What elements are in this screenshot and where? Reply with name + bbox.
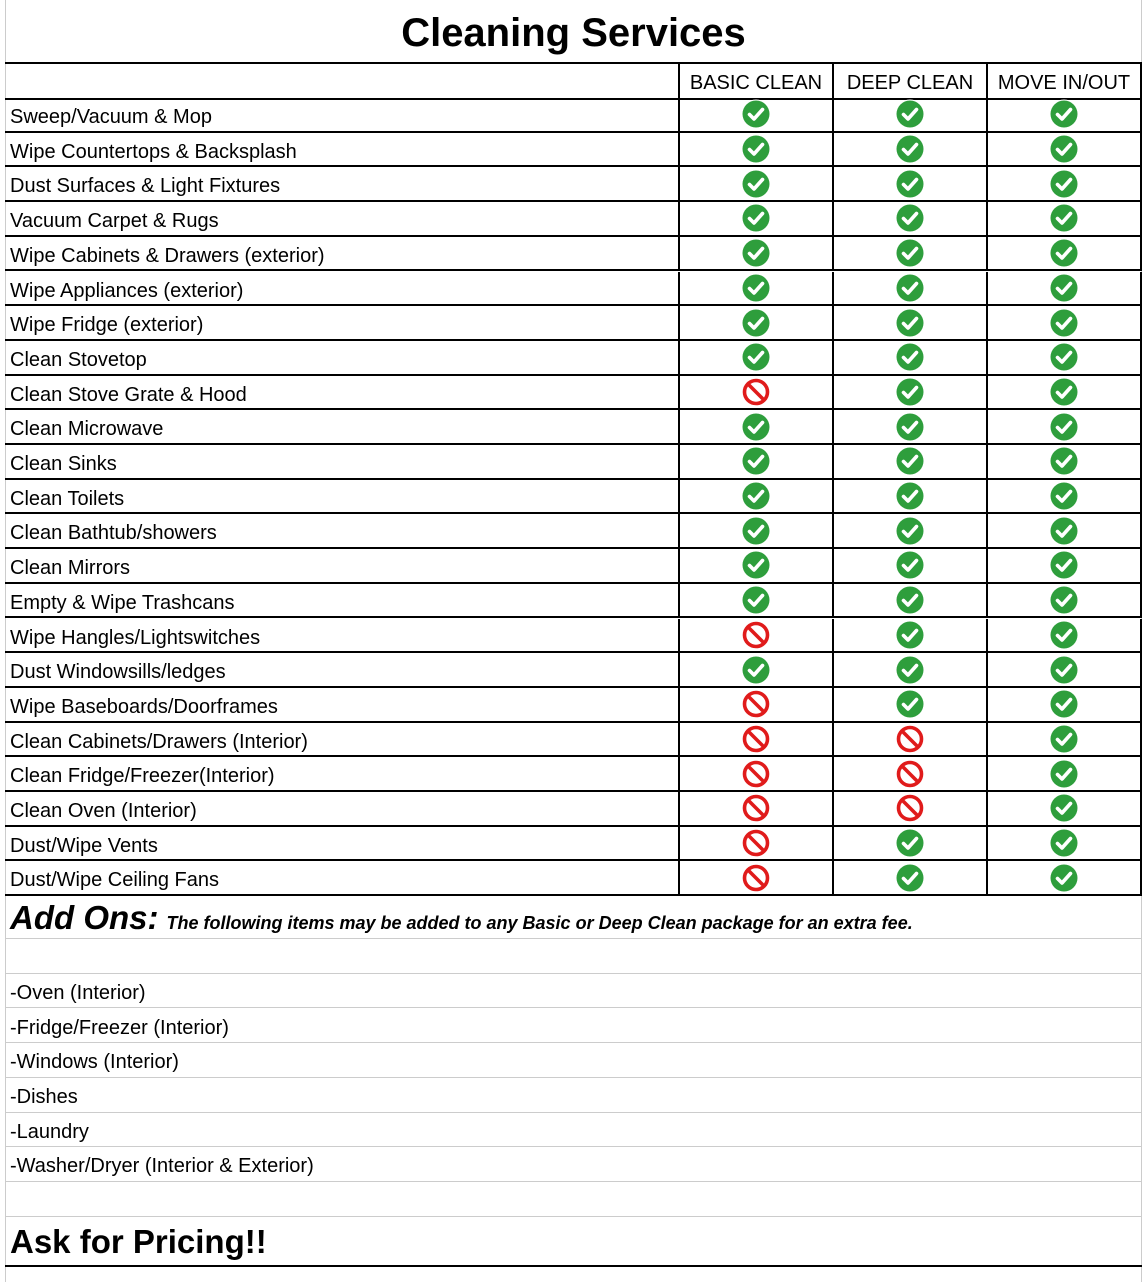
move-cell [986,98,1142,131]
check-circle-icon [1049,689,1079,719]
move-cell [986,341,1142,374]
basic-cell [678,827,832,860]
basic-cell [678,98,832,131]
move-cell [986,827,1142,860]
deep-cell [832,653,986,686]
basic-cell [678,653,832,686]
addon-item: -Dishes [10,1085,78,1108]
service-row [5,549,1142,584]
service-label: Empty & Wipe Trashcans [10,591,235,614]
move-cell [986,688,1142,721]
service-row [5,480,1142,515]
move-cell [986,376,1142,409]
check-circle-icon [1049,203,1079,233]
column-header-deep: DEEP CLEAN [832,64,986,98]
move-cell [986,584,1142,617]
check-circle-icon [1049,238,1079,268]
prohibited-icon [741,377,771,407]
check-circle-icon [741,273,771,303]
check-circle-icon [895,481,925,511]
check-circle-icon [895,863,925,893]
move-cell [986,723,1142,756]
service-label: Clean Toilets [10,487,125,510]
check-circle-icon [895,446,925,476]
service-row [5,861,1142,896]
check-circle-icon [895,342,925,372]
check-circle-icon [1049,585,1079,615]
check-circle-icon [895,689,925,719]
addons-note: The following items may be added to any Basic or Deep Clean package for an extra fee. [166,913,913,934]
deep-cell [832,688,986,721]
basic-cell [678,445,832,478]
basic-cell [678,341,832,374]
service-label: Dust/Wipe Vents [10,834,158,857]
check-circle-icon [895,134,925,164]
check-circle-icon [1049,134,1079,164]
check-circle-icon [741,169,771,199]
move-cell [986,167,1142,200]
basic-cell [678,688,832,721]
deep-cell [832,827,986,860]
check-circle-icon [741,99,771,129]
check-circle-icon [895,203,925,233]
basic-cell [678,584,832,617]
check-circle-icon [741,550,771,580]
check-circle-icon [1049,273,1079,303]
check-circle-icon [741,516,771,546]
move-cell [986,549,1142,582]
check-circle-icon [741,134,771,164]
check-circle-icon [895,273,925,303]
check-circle-icon [741,308,771,338]
service-label: Clean Mirrors [10,557,131,580]
service-row [5,133,1142,168]
column-header-row [5,62,1142,100]
service-label: Clean Microwave [10,418,164,441]
blank-row [5,939,1142,974]
service-row [5,792,1142,827]
move-cell [986,445,1142,478]
service-row [5,272,1142,307]
deep-cell [832,549,986,582]
basic-cell [678,376,832,409]
check-circle-icon [741,238,771,268]
check-circle-icon [1049,724,1079,754]
check-circle-icon [1049,863,1079,893]
addon-item-row [5,974,1142,1009]
basic-cell [678,480,832,513]
addons-header [10,896,913,945]
basic-cell [678,272,832,305]
deep-cell [832,619,986,652]
service-row [5,827,1142,862]
prohibited-icon [895,759,925,789]
addon-item-row [5,1009,1142,1044]
service-label: Wipe Hangles/Lightswitches [10,626,261,649]
check-circle-icon [741,203,771,233]
basic-cell [678,410,832,443]
service-label: Wipe Cabinets & Drawers (exterior) [10,244,325,267]
addon-item-row [5,1147,1142,1182]
blank-row [5,1182,1142,1217]
deep-cell [832,410,986,443]
service-label: Clean Stove Grate & Hood [10,383,247,406]
deep-cell [832,584,986,617]
basic-cell [678,514,832,547]
check-circle-icon [1049,516,1079,546]
service-row [5,757,1142,792]
addon-item: -Windows (Interior) [10,1051,179,1074]
prohibited-icon [741,863,771,893]
page-title: Cleaning Services [401,11,746,55]
check-circle-icon [895,550,925,580]
service-label: Wipe Appliances (exterior) [10,279,244,302]
service-row [5,341,1142,376]
check-circle-icon [1049,620,1079,650]
move-cell [986,619,1142,652]
service-row [5,514,1142,549]
basic-cell [678,792,832,825]
prohibited-icon [741,689,771,719]
check-circle-icon [895,655,925,685]
service-row [5,98,1142,133]
deep-cell [832,272,986,305]
move-cell [986,653,1142,686]
pricing-callout: Ask for Pricing!! [10,1222,267,1260]
check-circle-icon [895,620,925,650]
service-row [5,445,1142,480]
deep-cell [832,133,986,166]
prohibited-icon [741,828,771,858]
service-row [5,723,1142,758]
service-label: Clean Stovetop [10,348,147,371]
column-header-basic: BASIC CLEAN [678,64,832,98]
check-circle-icon [741,412,771,442]
service-label: Clean Sinks [10,453,117,475]
basic-cell [678,133,832,166]
check-circle-icon [895,412,925,442]
deep-cell [832,792,986,825]
check-circle-icon [895,585,925,615]
move-cell [986,237,1142,270]
service-label: Vacuum Carpet & Rugs [10,210,219,233]
deep-cell [832,202,986,235]
check-circle-icon [1049,655,1079,685]
check-circle-icon [741,446,771,476]
service-label: Clean Cabinets/Drawers (Interior) [10,730,308,753]
move-cell [986,757,1142,790]
move-cell [986,133,1142,166]
service-label: Clean Bathtub/showers [10,522,217,545]
deep-cell [832,98,986,131]
check-circle-icon [1049,412,1079,442]
check-circle-icon [1049,481,1079,511]
addon-item-row [5,1113,1142,1148]
service-label: Sweep/Vacuum & Mop [10,106,212,128]
check-circle-icon [1049,377,1079,407]
service-label: Clean Oven (Interior) [10,800,197,822]
check-circle-icon [1049,759,1079,789]
check-circle-icon [1049,342,1079,372]
prohibited-icon [895,724,925,754]
basic-cell [678,861,832,894]
deep-cell [832,376,986,409]
prohibited-icon [741,793,771,823]
check-circle-icon [741,585,771,615]
service-label: Wipe Fridge (exterior) [10,314,204,337]
basic-cell [678,549,832,582]
service-row [5,619,1142,654]
deep-cell [832,445,986,478]
check-circle-icon [895,99,925,129]
check-circle-icon [1049,99,1079,129]
basic-cell [678,757,832,790]
service-row [5,202,1142,237]
addon-item: -Fridge/Freezer (Interior) [10,1016,229,1039]
check-circle-icon [1049,793,1079,823]
deep-cell [832,757,986,790]
check-circle-icon [1049,446,1079,476]
addon-item-row [5,1043,1142,1078]
service-row [5,653,1142,688]
prohibited-icon [741,724,771,754]
basic-cell [678,202,832,235]
addons-title: Add Ons: [10,899,159,937]
deep-cell [832,341,986,374]
service-row [5,410,1142,445]
deep-cell [832,514,986,547]
move-cell [986,514,1142,547]
move-cell [986,306,1142,339]
service-row [5,376,1142,411]
service-label: Wipe Baseboards/Doorframes [10,695,278,718]
deep-cell [832,167,986,200]
move-cell [986,480,1142,513]
deep-cell [832,237,986,270]
check-circle-icon [1049,550,1079,580]
service-row [5,688,1142,723]
check-circle-icon [895,377,925,407]
move-cell [986,792,1142,825]
check-circle-icon [895,516,925,546]
addon-item: -Washer/Dryer (Interior & Exterior) [10,1155,314,1178]
service-label: Clean Fridge/Freezer(Interior) [10,765,275,788]
prohibited-icon [741,620,771,650]
check-circle-icon [1049,169,1079,199]
service-row [5,237,1142,272]
deep-cell [832,723,986,756]
addon-item: -Oven (Interior) [10,981,146,1004]
move-cell [986,861,1142,894]
service-label: Wipe Countertops & Backsplash [10,140,297,163]
service-label: Dust/Wipe Ceiling Fans [10,869,219,892]
prohibited-icon [741,759,771,789]
service-row [5,584,1142,619]
basic-cell [678,237,832,270]
basic-cell [678,167,832,200]
column-header-move: MOVE IN/OUT [986,64,1142,98]
check-circle-icon [1049,828,1079,858]
addons-header-row [5,896,1142,939]
move-cell [986,272,1142,305]
check-circle-icon [741,655,771,685]
basic-cell [678,306,832,339]
deep-cell [832,480,986,513]
check-circle-icon [895,169,925,199]
service-row [5,167,1142,202]
check-circle-icon [895,238,925,268]
move-cell [986,410,1142,443]
check-circle-icon [741,342,771,372]
service-label: Dust Windowsills/ledges [10,661,226,684]
check-circle-icon [895,308,925,338]
deep-cell [832,306,986,339]
basic-cell [678,723,832,756]
service-row [5,306,1142,341]
addon-item-row [5,1078,1142,1113]
service-label: Dust Surfaces & Light Fixtures [10,175,281,198]
bottom-border [5,1265,1142,1267]
check-circle-icon [895,828,925,858]
addon-item: -Laundry [10,1120,89,1143]
move-cell [986,202,1142,235]
basic-cell [678,619,832,652]
deep-cell [832,861,986,894]
check-circle-icon [1049,308,1079,338]
check-circle-icon [741,481,771,511]
prohibited-icon [895,793,925,823]
